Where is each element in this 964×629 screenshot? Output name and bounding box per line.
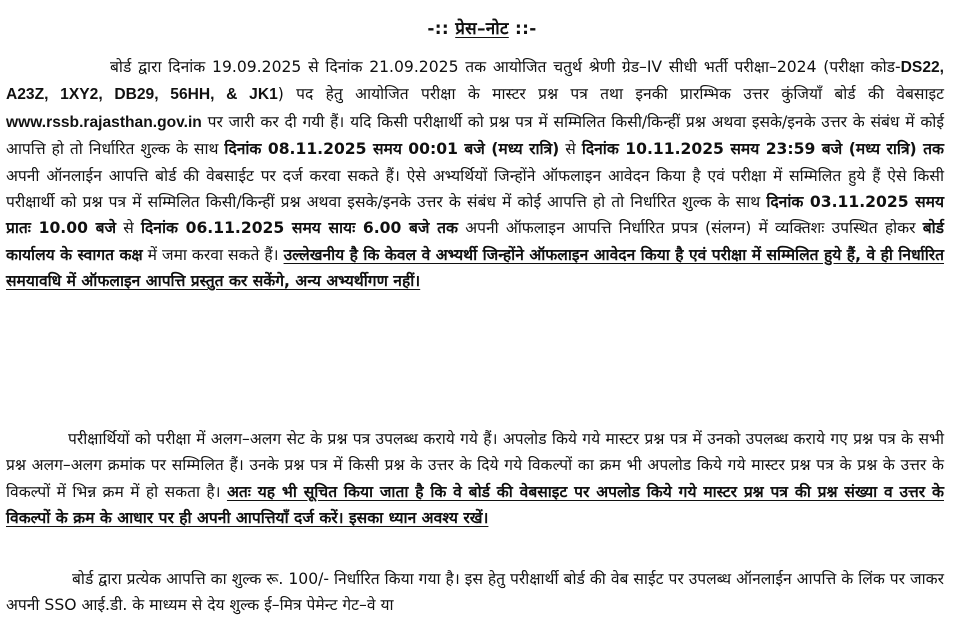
- para1-text-1: बोर्ड द्वारा दिनांक 19.09.2025 से दिनांक 21.09.2025 तक आयोजित चतुर्थ श्रेणी ग्रेड–IV सीधी भर्ती परीक्षा–2024 (परीक्षा कोड-: [110, 58, 901, 76]
- paragraph-exam-objections: [6, 54, 944, 295]
- master-paper-instruction: अतः यह भी सूचित किया जाता है कि वे बोर्ड की वेबसाइट पर अपलोड किये गये मास्टर प्रश्न पत्र की प्रश्न संख्या व उत्तर के विकल्पों के क्रम के आधार पर ही अपनी आपत्तियाँ दर्ज करें। इसका ध्यान अवश्य रखें।: [6, 482, 944, 528]
- board-office-reception: बोर्ड कार्यालय के स्वागत कक्ष: [6, 219, 944, 264]
- heading-prefix: -::: [427, 19, 456, 39]
- exam-codes: DS22, A23Z, 1XY2, DB29, 56HH, & JK1: [6, 59, 944, 104]
- para1-text-6: से: [116, 219, 141, 238]
- paragraph-objection-fee: [6, 566, 944, 619]
- board-website-link[interactable]: www.rssb.rajasthan.gov.in: [6, 113, 202, 131]
- para1-text-2: ) पद हेतु आयोजित परीक्षा के मास्टर प्रश्न पत्र तथा इनकी प्रारम्भिक उत्तर कुंजियाँ बोर्ड की वेबसाइट: [277, 85, 945, 104]
- para2-text-1: परीक्षार्थियों को परीक्षा में अलग–अलग सेट के प्रश्न पत्र उपलब्ध कराये गये हैं। अपलोड किये गये मास्टर प्रश्न पत्र में उनको उपलब्ध कराये गए प्रश्न पत्र के सभी प्रश्न अलग–अलग क्रमांक पर सम्मिलित हैं। उनके प्रश्न पत्र में किसी प्रश्न के उत्तर के दिये गये विकल्पों का क्रम भी अपलोड किये गये मास्टर प्रश्न पत्र के प्रश्न के उत्तर के विकल्पों में भिन्न क्रम में हो सकता है।: [6, 430, 944, 501]
- para1-text-5: अपनी ऑनलाईन आपत्ति बोर्ड की वेबसाईट पर दर्ज करवा सकते हैं। ऐसे अभ्यर्थियों जिन्होंने ऑफलाइन आवेदन किया है एवं परीक्षा में सम्मिलित हुये हैं ऐसे किसी परीक्षार्थी को प्रश्न पत्र में सम्मिलित किसी/किन्हीं प्रश्न अथवा इसके/इनके उत्तर के संबंध में कोई आपत्ति हो तो निर्धारित शुल्क के साथ: [6, 166, 944, 212]
- para1-text-4: से: [559, 140, 582, 159]
- para1-text-8: में जमा करवा सकते हैं।: [142, 245, 284, 264]
- para3-text-1: बोर्ड द्वारा प्रत्येक आपत्ति का शुल्क रू. 100/- निर्धारित किया गया है। इस हेतु परीक्षार्थी बोर्ड की वेब साईट पर उपलब्ध ऑनलाईन आपत्ति के लिंक पर जाकर अपनी SSO आई.डी. के माध्यम से देय शुल्क ई–मित्र पेमेन्ट गेट–वे या: [6, 570, 944, 615]
- heading-text: प्रेस–नोट: [455, 19, 509, 39]
- online-objection-end: दिनांक 10.11.2025 समय 23:59 बजे (मध्य रात्रि) तक: [581, 140, 944, 159]
- online-objection-start: दिनांक 08.11.2025 समय 00:01 बजे (मध्य रात्रि): [224, 140, 560, 159]
- offline-objection-start: दिनांक 03.11.2025 समय प्रातः 10.00 बजे: [6, 193, 945, 238]
- press-note-heading: [0, 16, 964, 39]
- heading-suffix: ::-: [508, 19, 537, 39]
- offline-eligibility-note: उल्लेखनीय है कि केवल वे अभ्यर्थी जिन्होंने ऑफलाइन आवेदन किया है एवं परीक्षा में सम्मिलित हुये हैं, वे ही निर्धारित समयावधि में ऑफलाइन आपत्ति प्रस्तुत कर सकेंगे, अन्य अभ्यर्थीगण नहीं।: [6, 245, 945, 291]
- para1-text-3: पर जारी कर दी गयी हैं। यदि किसी परीक्षार्थी को प्रश्न पत्र में सम्मिलित किसी/किन्हीं प्रश्न अथवा इसके/इनके उत्तर के संबंध में कोई आपत्ति हो तो निर्धारित शुल्क के साथ: [6, 112, 945, 159]
- offline-objection-end: दिनांक 06.11.2025 समय सायः 6.00 बजे तक: [140, 219, 459, 238]
- paragraph-question-sets: [6, 426, 944, 532]
- para1-text-7: अपनी ऑफलाइन आपत्ति निर्धारित प्रपत्र (संलग्न) में व्यक्तिशः उपस्थित होकर: [458, 219, 923, 238]
